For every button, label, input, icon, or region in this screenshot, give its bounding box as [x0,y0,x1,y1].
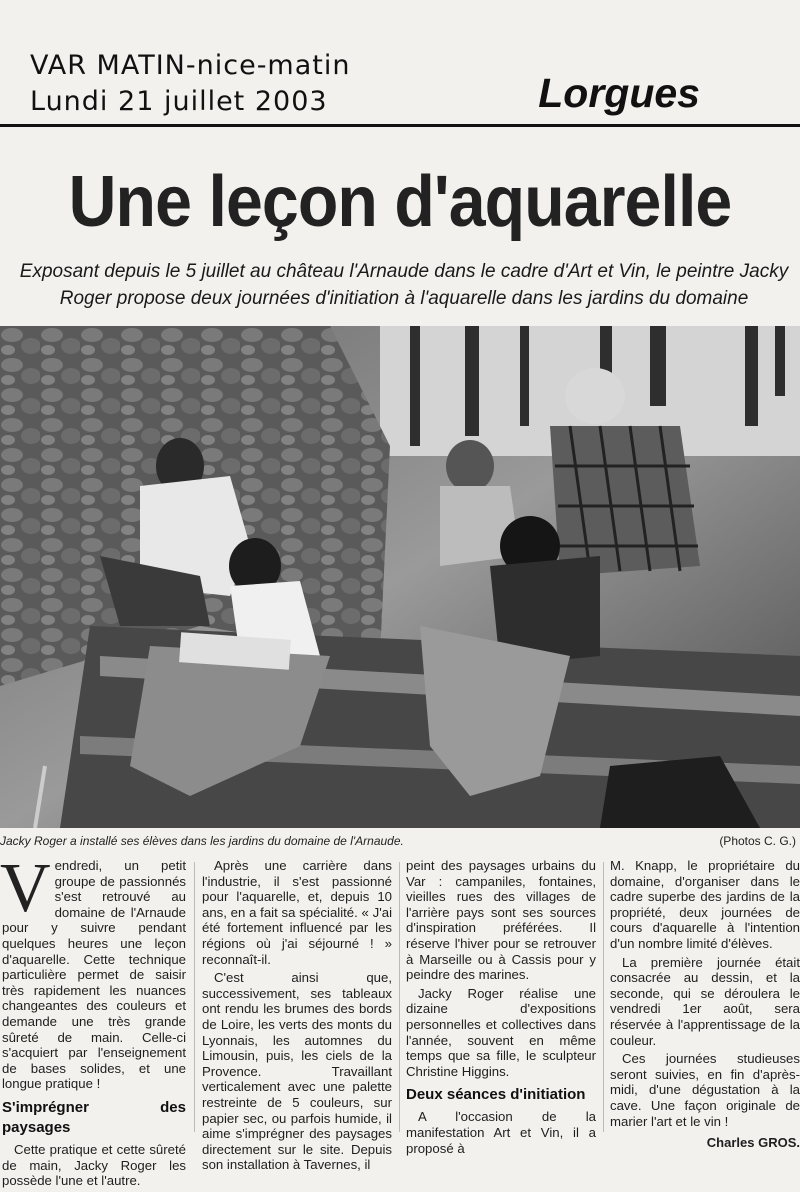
handwritten-note [30,48,450,120]
column-divider [194,862,195,1132]
column-divider [603,862,604,1132]
subheading-paysages: S'imprégner des paysages [2,1098,186,1136]
paragraph-1: Vendredi, un petit groupe de passionnés s'est retrouvé au domaine de l'Arnaude pour y suivre pendant quelques heures une leçon d'aquarelle. Cette technique particulière permet de saisir très rapidement les nuances changeantes des couleurs et demande une très grande sûreté de main. Celle-ci s'acquiert par l'enseignement de bases solides, et une longue pratique ! [0,850,186,1092]
paragraph-6: Jacky Roger réalise une dizaine d'expositions personnelles et collectives dans l'année, souvent en même temps que sa fille, le sculpteur Christine Higgins. [406,985,596,1079]
paragraph-9: La première journée était consacrée au dessin, et la seconde, qui se déroulera le vendredi 1er août, sera réservée à l'apprentissage de la couleur. [610,954,800,1048]
article-column-2 [202,858,392,1176]
paragraph-2: Cette pratique et cette sûreté de main, Jacky Roger les possède l'une et l'autre. [2,1141,186,1189]
photo-caption: Jacky Roger a installé ses élèves dans les jardins du domaine de l'Arnaude. [0,834,404,848]
paragraph-8: M. Knapp, le propriétaire du domaine, d'organiser dans le cadre superbe des jardins de la propriété, deux journées de cours d'aquarelle à l'intention d'un nombre limité d'élèves. [610,858,800,951]
photo-credit: (Photos C. G.) [719,834,796,848]
paragraph-3: Après une carrière dans l'industrie, il s'est passionné pour l'aquarelle, et, depuis 10 ans, en a fait sa spécialité. « J'ai été fortement influencé par les régions où j'ai séjourné ! » reconnaît-il. [202,858,392,967]
article-column-4 [610,858,800,1151]
article-body [0,850,800,1189]
headline: Une leçon d'aquarelle [68,162,732,242]
handwritten-date: Lundi 21 juillet 2003 [30,86,328,117]
article-column-3 [406,858,596,1159]
paragraph-5: peint des paysages urbains du Var : campaniles, fontaines, vieilles rues des villages de l'arrière pays sont ses sources d'inspiration préférées. Il réserve l'hiver pour se retrouver à Marseille ou à Cassis pour y peindre des marines. [406,858,596,983]
handwritten-source: VAR MATIN-nice-matin [30,50,351,81]
drop-cap: V [0,850,51,927]
section-name: Lorgues [538,70,700,116]
paragraph-7: A l'occasion de la manifestation Art et Vin, il a proposé à [406,1109,596,1156]
photo-illustration [0,326,800,828]
article-deck: Exposant depuis le 5 juillet au château l'Arnaude dans le cadre d'Art et Vin, le peintre Jacky Roger propose deux journées d'initiation à l'aquarelle dans les jardins du domaine [19,261,789,309]
paragraph-10: Ces journées studieuses seront suivies, en fin d'après-midi, d'une dégustation à la cave. Une façon originale de marier l'art et le vin ! [610,1051,800,1129]
column-divider [399,862,400,1132]
subheading-initiation: Deux séances d'initiation [406,1086,586,1104]
article-column-1 [0,850,186,1192]
paragraph-4: C'est ainsi que, successivement, ses tableaux ont rendu les brumes des bords de Loire, les verts des monts du Lyonnais, les automnes du Limousin, puis, les ciels de la Provence. Travaillant verticalement avec une palette restreinte de 5 couleurs, sur papier sec, ou parfois humide, il aime s'imprégner des paysages directement sur le site. Depuis son installation à Tavernes, il [202,970,392,1173]
header-rule [0,124,800,127]
article-photo [0,326,800,828]
author-signature: Charles GROS. [706,1135,800,1151]
